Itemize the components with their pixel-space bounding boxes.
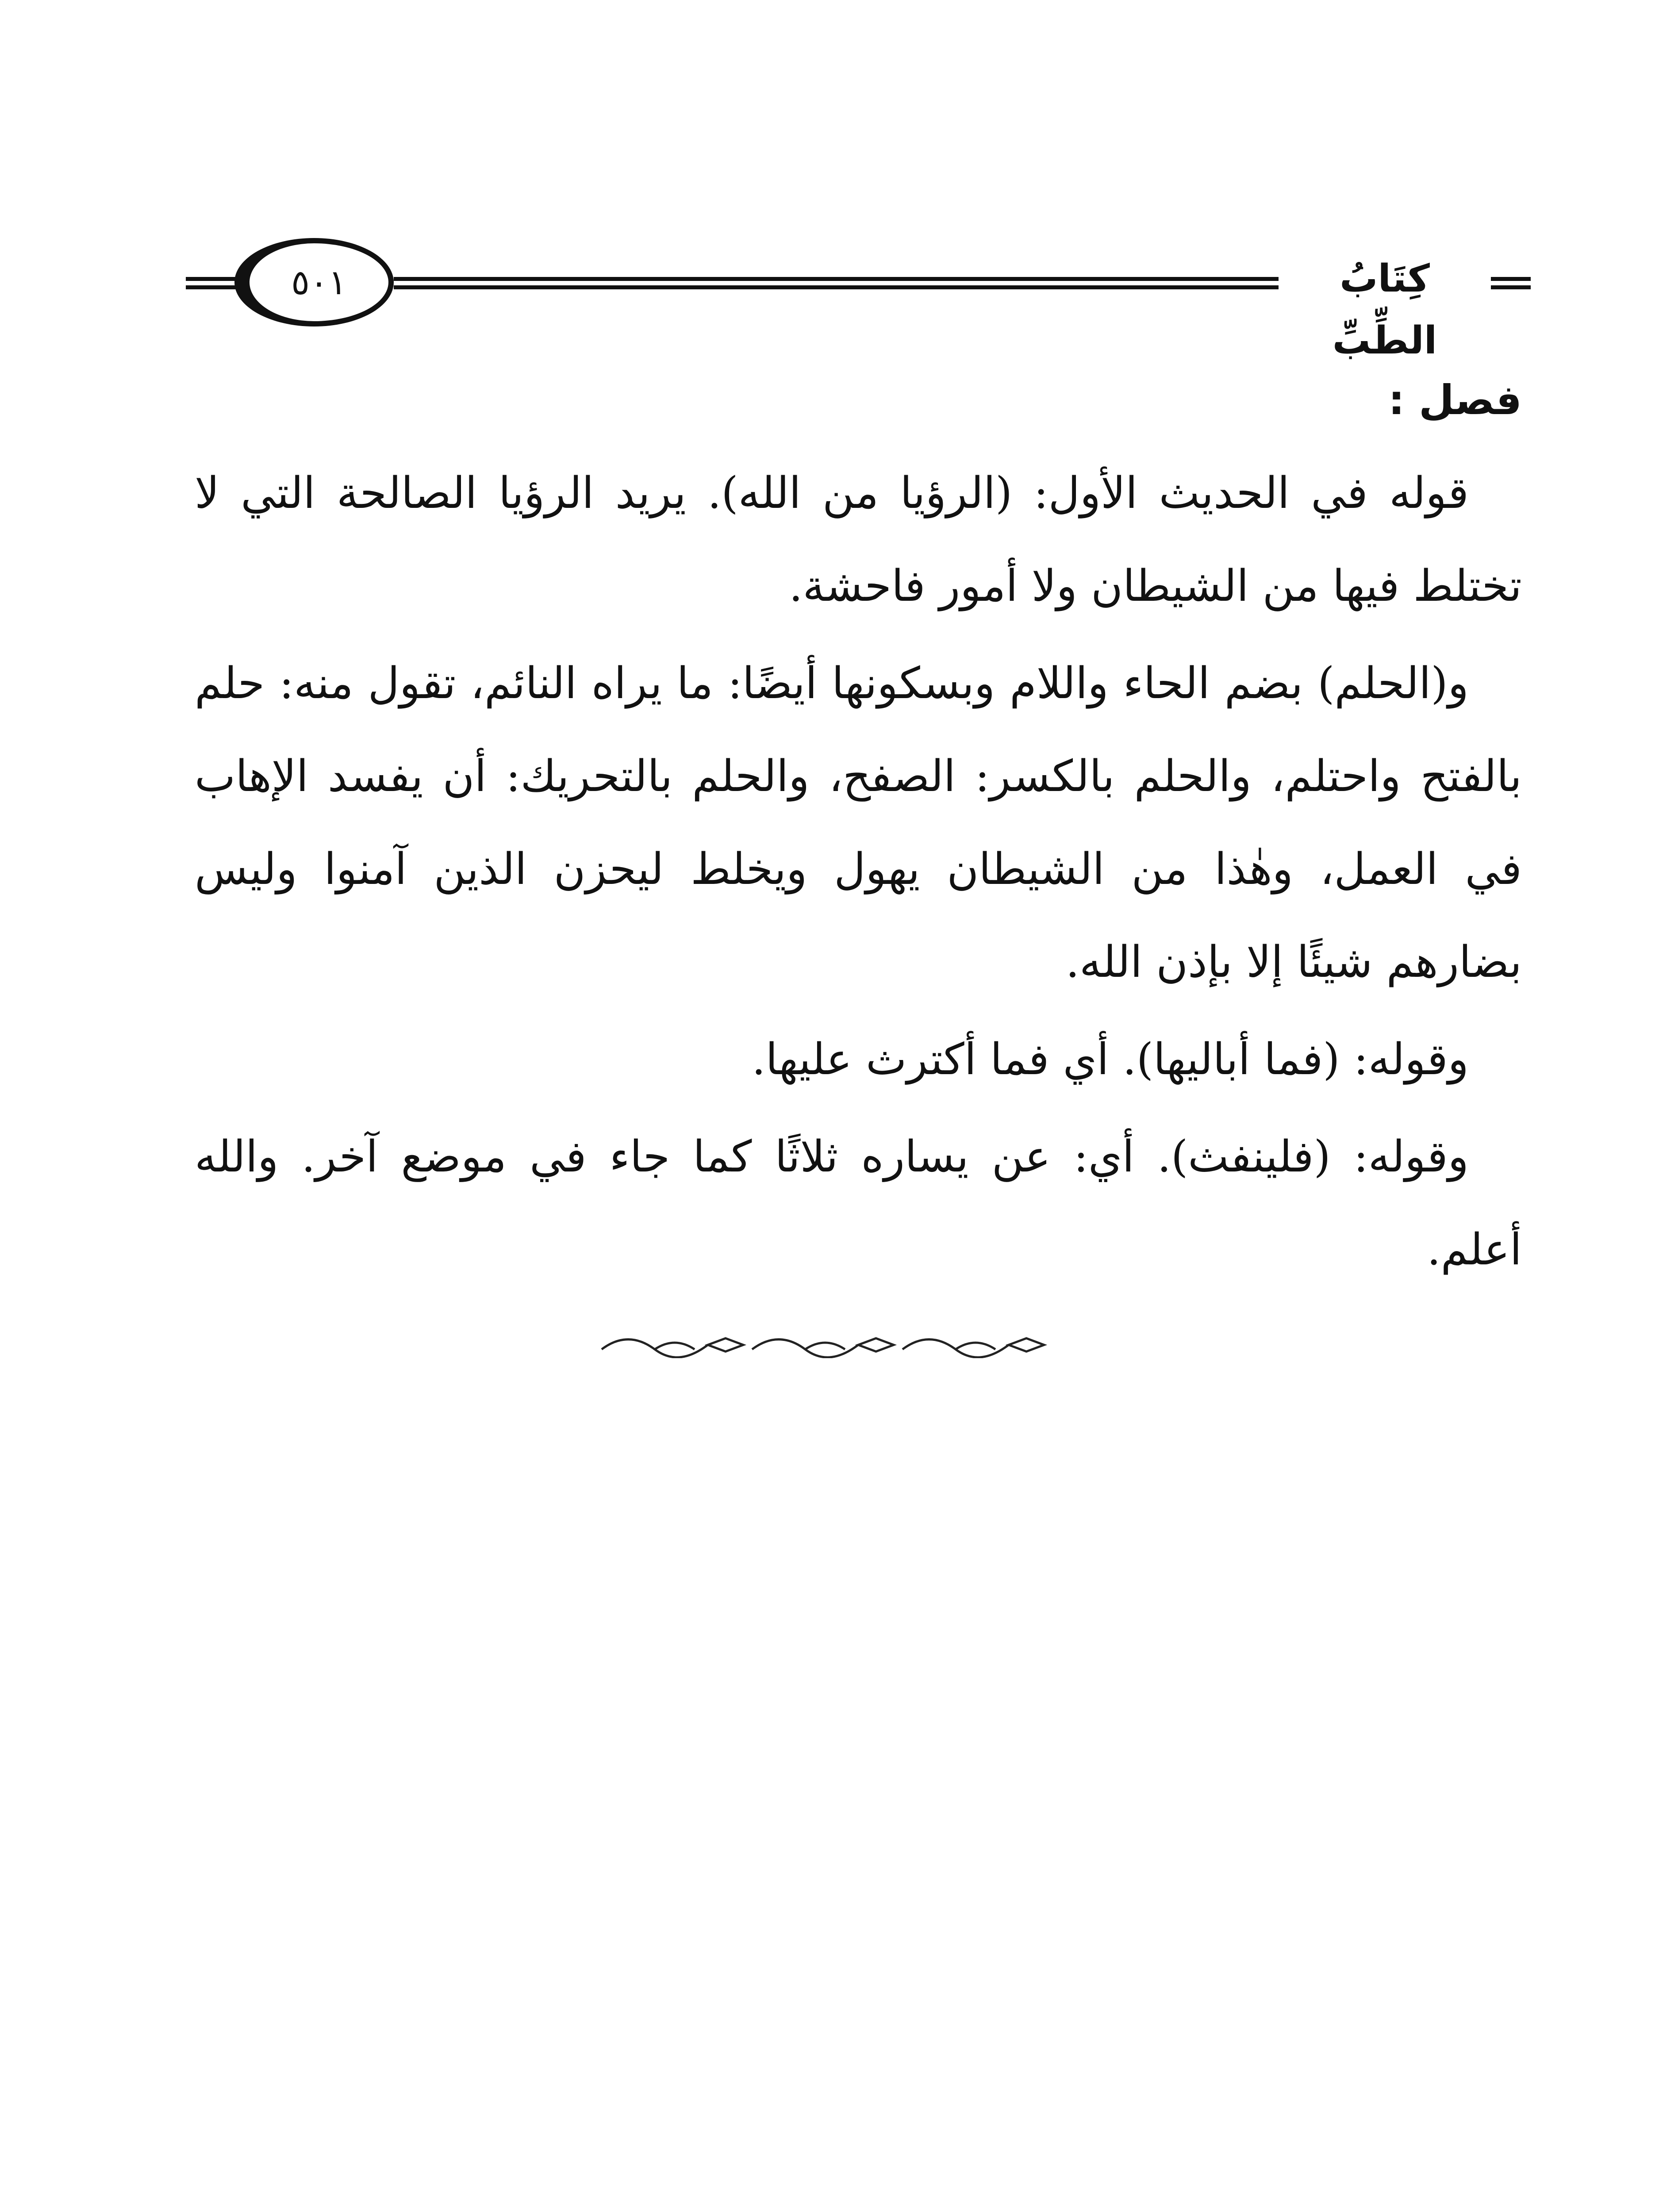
header-rule-left: [186, 277, 239, 289]
section-heading: فصل :: [1388, 376, 1522, 424]
page-number: ٥٠١: [291, 263, 347, 303]
header-rule-middle: [394, 277, 1279, 289]
page-number-badge: [234, 238, 394, 326]
header-rule-right: [1491, 277, 1531, 289]
running-header: [186, 230, 1531, 363]
paragraph: و(الحلم) بضم الحاء واللام وبسكونها أيضًا: ما يراه النائم، تقول منه: حلم بالفتح واحتلم، والحلم بالكسر: الصفح، والحلم بالتحريك: أن يفسد الإهاب في العمل، وهٰذا من الشيطان يهول ويخلط ليحزن الذين آمنوا وليس بضارهم شيئًا إلا بإذن الله.: [195, 658, 1522, 987]
main-text: [195, 363, 1522, 1301]
paragraph: وقوله: (فما أباليها). أي فما أكترث عليها.: [752, 1034, 1469, 1085]
paragraph: قوله في الحديث الأول: (الرؤيا من الله). يريد الرؤيا الصالحة التي لا تختلط فيها من الشيطان ولا أمور فاحشة.: [195, 468, 1522, 611]
book-title: كِتَابُ الطِّبِّ: [1332, 257, 1437, 363]
paragraph: وقوله: (فلينفث). أي: عن يساره ثلاثًا كما جاء في موضع آخر. والله أعلم.: [195, 1132, 1522, 1275]
decorative-divider-icon: [593, 1332, 1062, 1358]
